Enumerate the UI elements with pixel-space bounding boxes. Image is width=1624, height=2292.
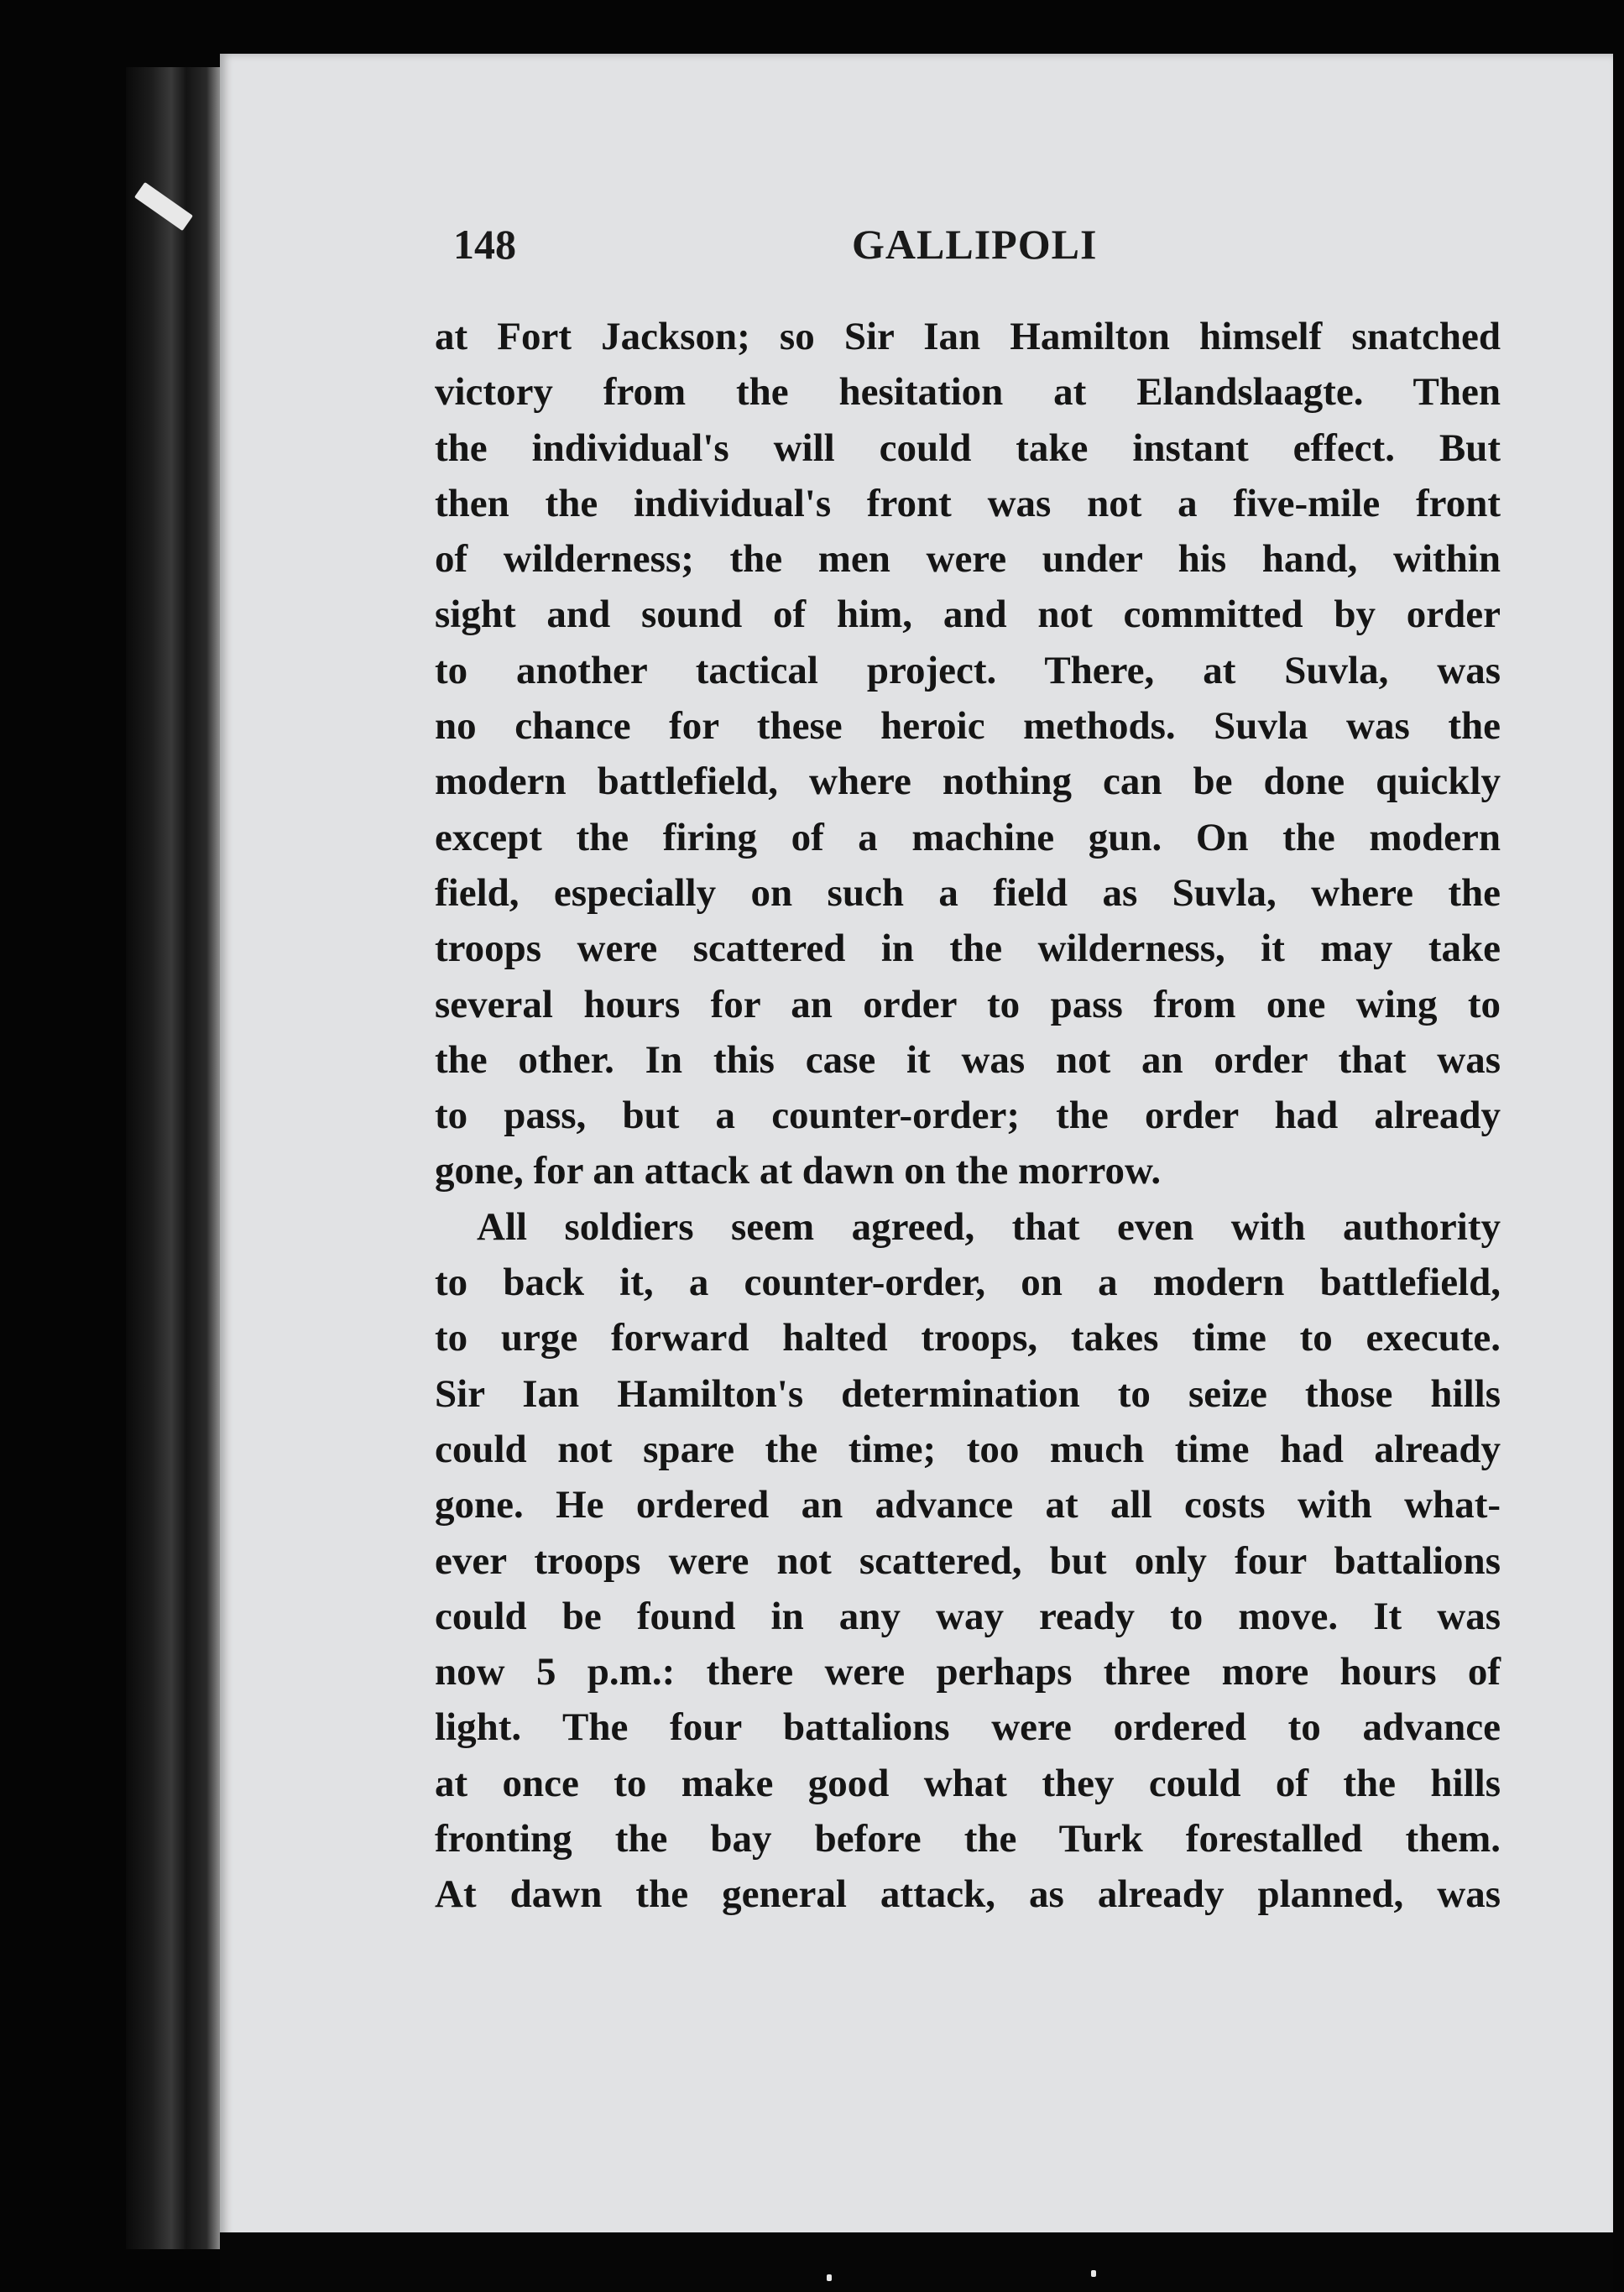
text-line: to pass, but a counter-order; the order had already — [435, 1094, 1501, 1138]
body-text — [435, 309, 1501, 1923]
text-line: could be found in any way ready to move. It was — [435, 1594, 1501, 1638]
book-binding-edge — [126, 67, 227, 2249]
text-line: gone. He ordered an advance at all costs with what- — [435, 1483, 1501, 1527]
text-line: several hours for an order to pass from one wing to — [435, 982, 1501, 1026]
text-line: to urge forward halted troops, takes time to execute. — [435, 1316, 1501, 1360]
paragraph — [435, 309, 1501, 1199]
page-bottom-shadow — [220, 2232, 1613, 2291]
text-line: All soldiers seem agreed, that even with authority — [477, 1204, 1501, 1249]
text-line: at once to make good what they could of the hills — [435, 1761, 1501, 1805]
text-line: gone, for an attack at dawn on the morrow. — [435, 1149, 1162, 1193]
text-line: to another tactical project. There, at Suvla, was — [435, 648, 1501, 692]
text-line: to back it, a counter-order, on a modern battlefield, — [435, 1261, 1501, 1305]
text-line: of wilderness; the men were under his hand, within — [435, 537, 1501, 582]
text-line: could not spare the time; too much time had already — [435, 1427, 1501, 1471]
text-line: modern battlefield, where nothing can be done quickly — [435, 760, 1501, 804]
text-line: then the individual's front was not a five-mile front — [435, 481, 1501, 525]
scan-speck — [827, 2274, 832, 2281]
running-title: GALLIPOLI — [852, 221, 1098, 268]
text-line: fronting the bay before the Turk forestalled them. — [435, 1817, 1501, 1861]
page-number: 148 — [453, 221, 516, 268]
text-line: Sir Ian Hamilton's determination to seize those hills — [435, 1371, 1501, 1416]
text-line: the other. In this case it was not an order that was — [435, 1037, 1501, 1082]
text-line: no chance for these heroic methods. Suvla was the — [435, 704, 1501, 749]
text-line: now 5 p.m.: there were perhaps three more hours of — [435, 1650, 1501, 1694]
text-line: troops were scattered in the wilderness, it may take — [435, 927, 1501, 971]
page-header — [453, 220, 1486, 287]
text-line: At dawn the general attack, as already planned, was — [435, 1872, 1501, 1917]
text-line: light. The four battalions were ordered to advance — [435, 1705, 1501, 1750]
paragraph — [435, 1199, 1501, 1923]
text-line: sight and sound of him, and not committed by order — [435, 593, 1501, 637]
text-line: ever troops were not scattered, but only four battalions — [435, 1538, 1501, 1583]
scan-speck — [1091, 2270, 1096, 2277]
text-line: the individual's will could take instant effect. But — [435, 426, 1501, 470]
text-line: victory from the hesitation at Elandslaagte. Then — [435, 370, 1501, 415]
text-line: field, especially on such a field as Suvla, where the — [435, 870, 1501, 915]
text-line: at Fort Jackson; so Sir Ian Hamilton himself snatched — [435, 315, 1501, 358]
text-line: except the firing of a machine gun. On the modern — [435, 815, 1501, 859]
